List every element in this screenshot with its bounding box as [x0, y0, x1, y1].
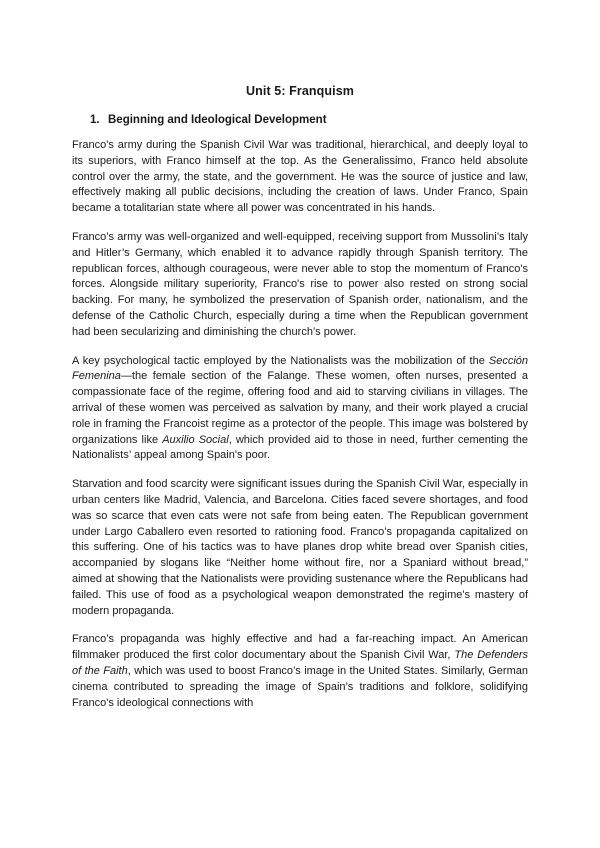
- section-heading-text: Beginning and Ideological Development: [108, 114, 327, 126]
- paragraph-5: [72, 632, 528, 711]
- paragraph-3: [72, 354, 528, 465]
- paragraph-3-italic-auxilio-social: Auxilio Social: [162, 433, 229, 446]
- section-heading: [90, 114, 327, 126]
- section-number: 1.: [90, 114, 100, 126]
- paragraph-3-italic-seccion-femenina: Sección Femenina: [72, 354, 528, 383]
- paragraph-4: Starvation and food scarcity were significant issues during the Spanish Civil War, especially in urban centers like Madrid, Valencia, and Barcelona. Cities faced severe shortages, and food was so scarce that even cats were not safe from being eaten. The Republican government under Largo Caballero even resorted to rationing food. Franco’s propaganda capitalized on this suffering. One of his tactics was to have planes drop white bread over Spanish cities, accompanied by slogans like “Neither home without fire, nor a Spaniard without bread,” aimed at showing that the Nationalists were providing sustenance where the Republicans had failed. This use of food as a psychological weapon demonstrated the regime's mastery of modern propaganda.: [72, 478, 528, 617]
- paragraph-3-text-b: —the female section of the Falange. These women, often nurses, presented a compassionate face of the regime, offering food and aid to starving civilians in villages. The arrival of these women was perceived as salvation by many, and their work played a crucial role in framing the Francoist regime as a protector of the people. This image was bolstered by organizations like: [72, 370, 528, 446]
- paragraph-2: Franco’s army was well-organized and well-equipped, receiving support from Mussolini’s Italy and Hitler’s Germany, which enabled it to advance rapidly through Spanish territory. The republican forces, although courageous, were never able to stop the momentum of Franco's forces. Alongside military superiority, Franco's rise to power also rested on strong social backing. For many, he symbolized the preservation of Spanish order, nationalism, and the defense of the Catholic Church, especially during a time when the Republican government had been secularizing and diminishing the church’s power.: [72, 230, 528, 338]
- paragraph-3-text-a: A key psychological tactic employed by the Nationalists was the mobilization of the: [72, 354, 489, 367]
- paragraph-5-text-b: , which was used to boost Franco’s image in the United States. Similarly, German cinema contributed to spreading the image of Spain’s traditions and folklore, solidifying Franco's ideological connections with: [72, 664, 528, 709]
- paragraph-3-text-c: , which provided aid to those in need, further cementing the Nationalists’ appeal among Spain's poor.: [72, 433, 528, 462]
- paragraph-5-text-a: Franco’s propaganda was highly effective and had a far-reaching impact. An American filmmaker produced the first color documentary about the Spanish Civil War,: [72, 633, 528, 662]
- page-title: Unit 5: Franquism: [246, 84, 354, 98]
- paragraph-1: Franco's army during the Spanish Civil War was traditional, hierarchical, and deeply loyal to its superiors, with Franco himself at the top. As the Generalissimo, Franco held absolute control over the army, the state, and the government. He was the source of justice and law, effectively making all public decisions, including the creation of laws. Under Franco, Spain became a totalitarian state where all power was concentrated in his hands.: [72, 139, 528, 215]
- paragraph-5-italic-film-title: The Defenders of the Faith: [72, 649, 528, 677]
- body-text: [72, 138, 528, 711]
